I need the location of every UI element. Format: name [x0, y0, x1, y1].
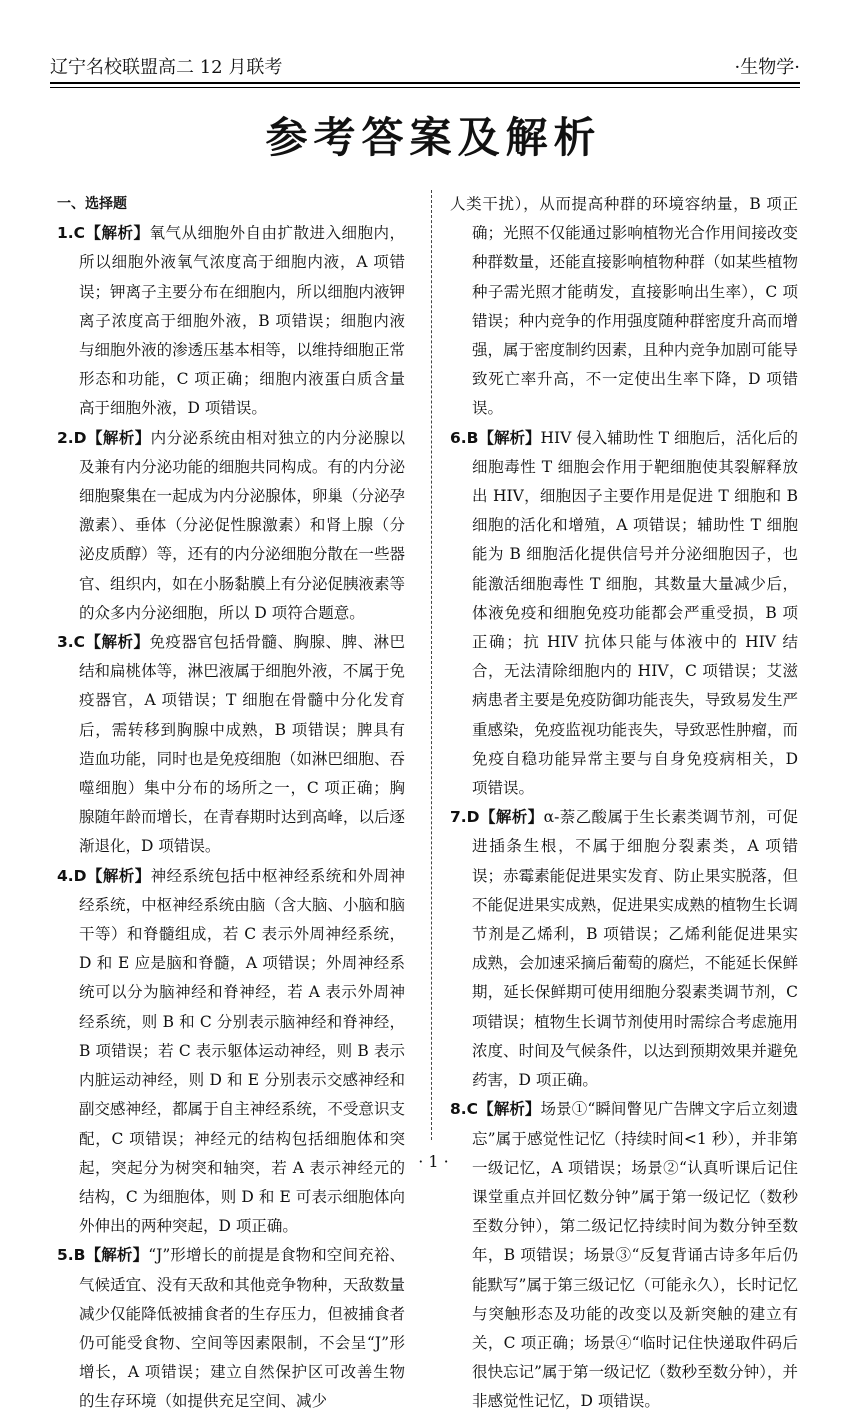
answer-item-2	[57, 424, 405, 628]
answer-item-5	[57, 1241, 405, 1416]
answer-label: 3.C【解析】	[57, 633, 150, 652]
section-heading: 一、选择题	[57, 196, 127, 212]
page-number: · 1 ·	[418, 1152, 449, 1171]
answer-item-4	[57, 862, 405, 1242]
answer-text: α-萘乙酸属于生长素类调节剂，可促进插条生根，不属于细胞分裂素类，A 项错误；赤霉素能促进果实发育、防止果实脱落，但不能促进果实成熟，促进果实成熟的植物生长调节剂是乙烯利，B 项错误；乙烯利能促进果实成熟，会加速采摘后葡萄的腐烂，不能延长保鲜期，延长保鲜期可使用细胞分裂素类调节剂，C 项错误；植物生长调节剂使用时需综合考虑施用浓度、时间及气候条件，以达到预期效果并避免药害，D 项正确。	[472, 808, 798, 1090]
answer-label: 5.B【解析】	[57, 1246, 149, 1265]
answer-label: 7.D【解析】	[450, 808, 544, 827]
answer-text: “J”形增长的前提是食物和空间充裕、气候适宜、没有天敌和其他竞争物种，天敌数量减少仅能降低被捕食者的生存压力，但被捕食者仍可能受食物、空间等因素限制，不会呈“J”形增长，A 项错误；建立自然保护区可改善生物的生存环境（如提供充足空间、减少	[79, 1246, 405, 1411]
answer-label: 4.D【解析】	[57, 866, 151, 885]
answer-item-6	[450, 424, 798, 804]
page-title: 参考答案及解析	[265, 113, 602, 162]
page-header	[50, 54, 800, 84]
answer-text: 免疫器官包括骨髓、胸腺、脾、淋巴结和扁桃体等，淋巴液属于细胞外液，不属于免疫器官，A 项错误；T 细胞在骨髓中分化发育后，需转移到胸腺中成熟，B 项错误；脾具有造血功能，同时也是免疫细胞（如淋巴细胞、吞噬细胞）集中分布的场所之一，C 项正确；胸腺随年龄而增长，在青春期时达到高峰，以后逐渐退化，D 项错误。	[79, 633, 405, 856]
right-column	[450, 190, 798, 1417]
answer-text: 人类干扰），从而提高种群的环境容纳量，B 项正确；光照不仅能通过影响植物光合作用间接改变种群数量，还能直接影响植物种群（如某些植物种子需光照才能萌发，直接影响出生率），C 项错误；种内竞争的作用强度随种群密度升高而增强，属于密度制约因素，且种内竞争加剧可能导致死亡率升高，不一定使出生率下降，D 项错误。	[450, 195, 798, 418]
answer-item-3	[57, 628, 405, 862]
answer-label: 2.D【解析】	[57, 428, 151, 447]
answer-item-1	[57, 219, 405, 423]
answer-text: 内分泌系统由相对独立的内分泌腺以及兼有内分泌功能的细胞共同构成。有的内分泌细胞聚集在一起成为内分泌腺体，卵巢（分泌孕激素）、垂体（分泌促性腺激素）和肾上腺（分泌皮质醇）等，还有的内分泌细胞分散在一些器官、组织内，如在小肠黏膜上有分泌促胰液素等的众多内分泌细胞，所以 D 项符合题意。	[79, 428, 405, 622]
column-divider	[431, 190, 432, 1140]
answer-label: 8.C【解析】	[450, 1100, 541, 1119]
answer-text: HIV 侵入辅助性 T 细胞后，活化后的细胞毒性 T 细胞会作用于靶细胞使其裂解释放出 HIV，细胞因子主要作用是促进 T 细胞和 B 细胞的活化和增殖，A 项错误；辅助性 T 细胞能为 B 细胞活化提供信号并分泌细胞因子，也能激活细胞毒性 T 细胞，其数量大量减少后，体液免疫和细胞免疫功能都会严重受损，B 项正确；抗 HIV 抗体只能与体液中的 HIV 结合，无法清除细胞内的 HIV，C 项错误；艾滋病患者主要是免疫防御功能丧失，导致易发生严重感染，免疫监视功能丧失，导致恶性肿瘤，而免疫自稳功能异常主要与自身免疫病相关，D 项错误。	[472, 428, 798, 798]
left-column	[57, 190, 405, 1417]
answer-label: 1.C【解析】	[57, 224, 150, 243]
exam-name: 辽宁名校联盟高二 12 月联考	[50, 57, 283, 78]
answer-item-8	[450, 1095, 798, 1416]
answer-item-7	[450, 803, 798, 1095]
header-rule	[50, 87, 800, 88]
subject-name: ·生物学·	[734, 57, 800, 78]
answer-text: 神经系统包括中枢神经系统和外周神经系统，中枢神经系统由脑（含大脑、小脑和脑干等）和脊髓组成，若 C 表示外周神经系统，D 和 E 应是脑和脊髓，A 项错误；外周神经系统可以分为脑神经和脊神经，若 A 表示外周神经系统，则 B 和 C 分别表示脑神经和脊神经，B 项错误；若 C 表示躯体运动神经，则 B 表示内脏运动神经，则 D 和 E 分别表示交感神经和副交感神经，都属于自主神经系统，不受意识支配，C 项错误；神经元的结构包括细胞体和突起，突起分为树突和轴突，若 A 表示神经元的结构，C 为细胞体，则 D 和 E 可表示细胞体向外伸出的两种突起，D 项正确。	[79, 866, 405, 1236]
answer-label: 6.B【解析】	[450, 428, 541, 447]
answer-item-5-continued	[450, 190, 798, 424]
answer-text: 场景①“瞬间瞥见广告牌文字后立刻遗忘”属于感觉性记忆（持续时间<1 秒），并非第一级记忆，A 项错误；场景②“认真听课后记住课堂重点并回忆数分钟”属于第一级记忆（数秒至数分钟），第二级记忆持续时间为数分钟至数年，B 项错误；场景③“反复背诵古诗多年后仍能默写”属于第三级记忆（可能永久），长时记忆与突触形态及功能的改变以及新突触的建立有关，C 项正确；场景④“临时记住快递取件码后很快忘记”属于第一级记忆（数秒至数分钟），并非感觉性记忆，D 项错误。	[472, 1100, 798, 1411]
answer-text: 氧气从细胞外自由扩散进入细胞内，所以细胞外液氧气浓度高于细胞内液，A 项错误；钾离子主要分布在细胞内，所以细胞内液钾离子浓度高于细胞外液，B 项错误；细胞内液与细胞外液的渗透压基本相等，以维持细胞正常形态和功能，C 项正确；细胞内液蛋白质含量高于细胞外液，D 项错误。	[79, 224, 405, 418]
